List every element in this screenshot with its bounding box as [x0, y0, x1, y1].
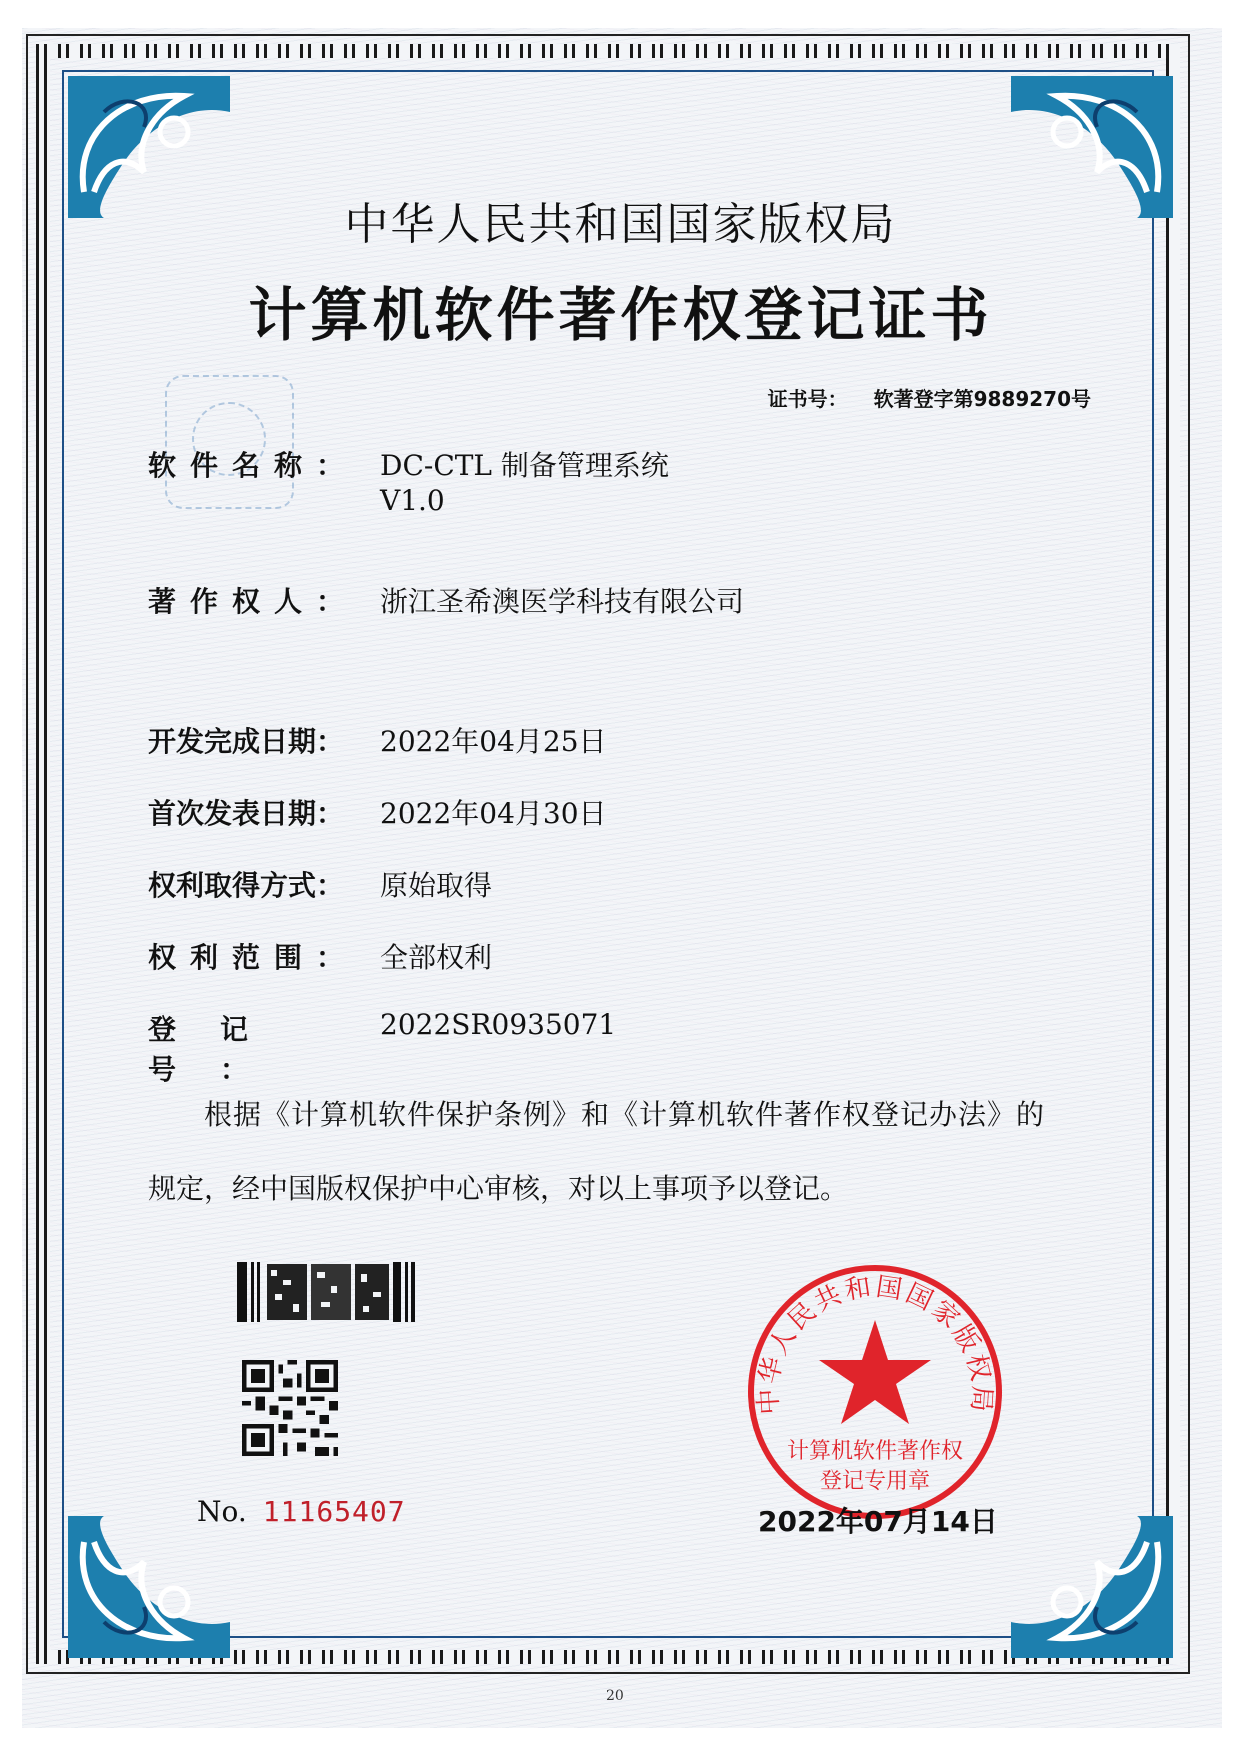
- field-label: 权利取得方式：: [148, 869, 345, 902]
- field-value: 2022年04月30日: [380, 797, 607, 830]
- page-mark: 20: [606, 1688, 624, 1704]
- statement-line-2: 规定，经中国版权保护中心审核，对以上事项予以登记。: [148, 1172, 849, 1205]
- certificate-number: [768, 383, 1091, 412]
- ornament-corner-bottom-right-icon: [1007, 1512, 1177, 1662]
- field-value: 2022年04月25日: [380, 725, 607, 758]
- field-development-date: [148, 720, 607, 760]
- field-first-publication-date: [148, 792, 607, 832]
- field-value: [380, 444, 669, 517]
- serial-number: [197, 1495, 406, 1528]
- field-label: 登记号：: [148, 1013, 293, 1086]
- certificate-title: 计算机软件著作权登记证书: [248, 281, 993, 349]
- registration-statement: [148, 1078, 1108, 1226]
- field-label: 著作权人：: [148, 585, 359, 618]
- serial-value: 11165407: [262, 1495, 406, 1528]
- software-name-line1: DC-CTL 制备管理系统: [380, 449, 669, 482]
- issue-date: 2022年07月14日: [758, 1505, 998, 1538]
- star-icon: [819, 1320, 931, 1424]
- statement-line-1: 根据《计算机软件保护条例》和《计算机软件著作权登记办法》的: [204, 1098, 1046, 1131]
- field-value: 原始取得: [380, 869, 493, 902]
- field-value: 2022SR0935071: [380, 1008, 617, 1041]
- official-seal: [745, 1262, 1005, 1522]
- barcode-icon: [237, 1262, 415, 1322]
- seal-inner-line-2: 登记专用章: [819, 1469, 931, 1494]
- field-label: 开发完成日期：: [148, 725, 345, 758]
- certificate-number-value: 软著登字第9889270号: [873, 387, 1091, 411]
- ornament-corner-bottom-left-icon: [64, 1512, 234, 1662]
- field-registration-number: [148, 1008, 616, 1088]
- field-acquisition-method: [148, 864, 492, 904]
- field-copyright-owner: [148, 580, 744, 620]
- field-label: 软件名称：: [148, 449, 359, 482]
- field-value: 全部权利: [380, 941, 493, 974]
- field-rights-scope: [148, 936, 492, 976]
- seal-inner-line-1: 计算机软件著作权: [786, 1439, 964, 1464]
- field-label: 首次发表日期：: [148, 797, 345, 830]
- field-value: 浙江圣希澳医学科技有限公司: [380, 585, 745, 618]
- qr-code-icon: [242, 1360, 338, 1456]
- issuer-title: 中华人民共和国国家版权局: [344, 199, 897, 250]
- software-name-line2: V1.0: [380, 484, 445, 517]
- certificate-number-label: 证书号：: [767, 387, 848, 411]
- serial-label: No.: [197, 1495, 247, 1528]
- seal-outer-text: 中华人民共和国国家版权局: [753, 1272, 997, 1416]
- field-software-name: [148, 444, 669, 517]
- field-label: 权利范围：: [148, 941, 359, 974]
